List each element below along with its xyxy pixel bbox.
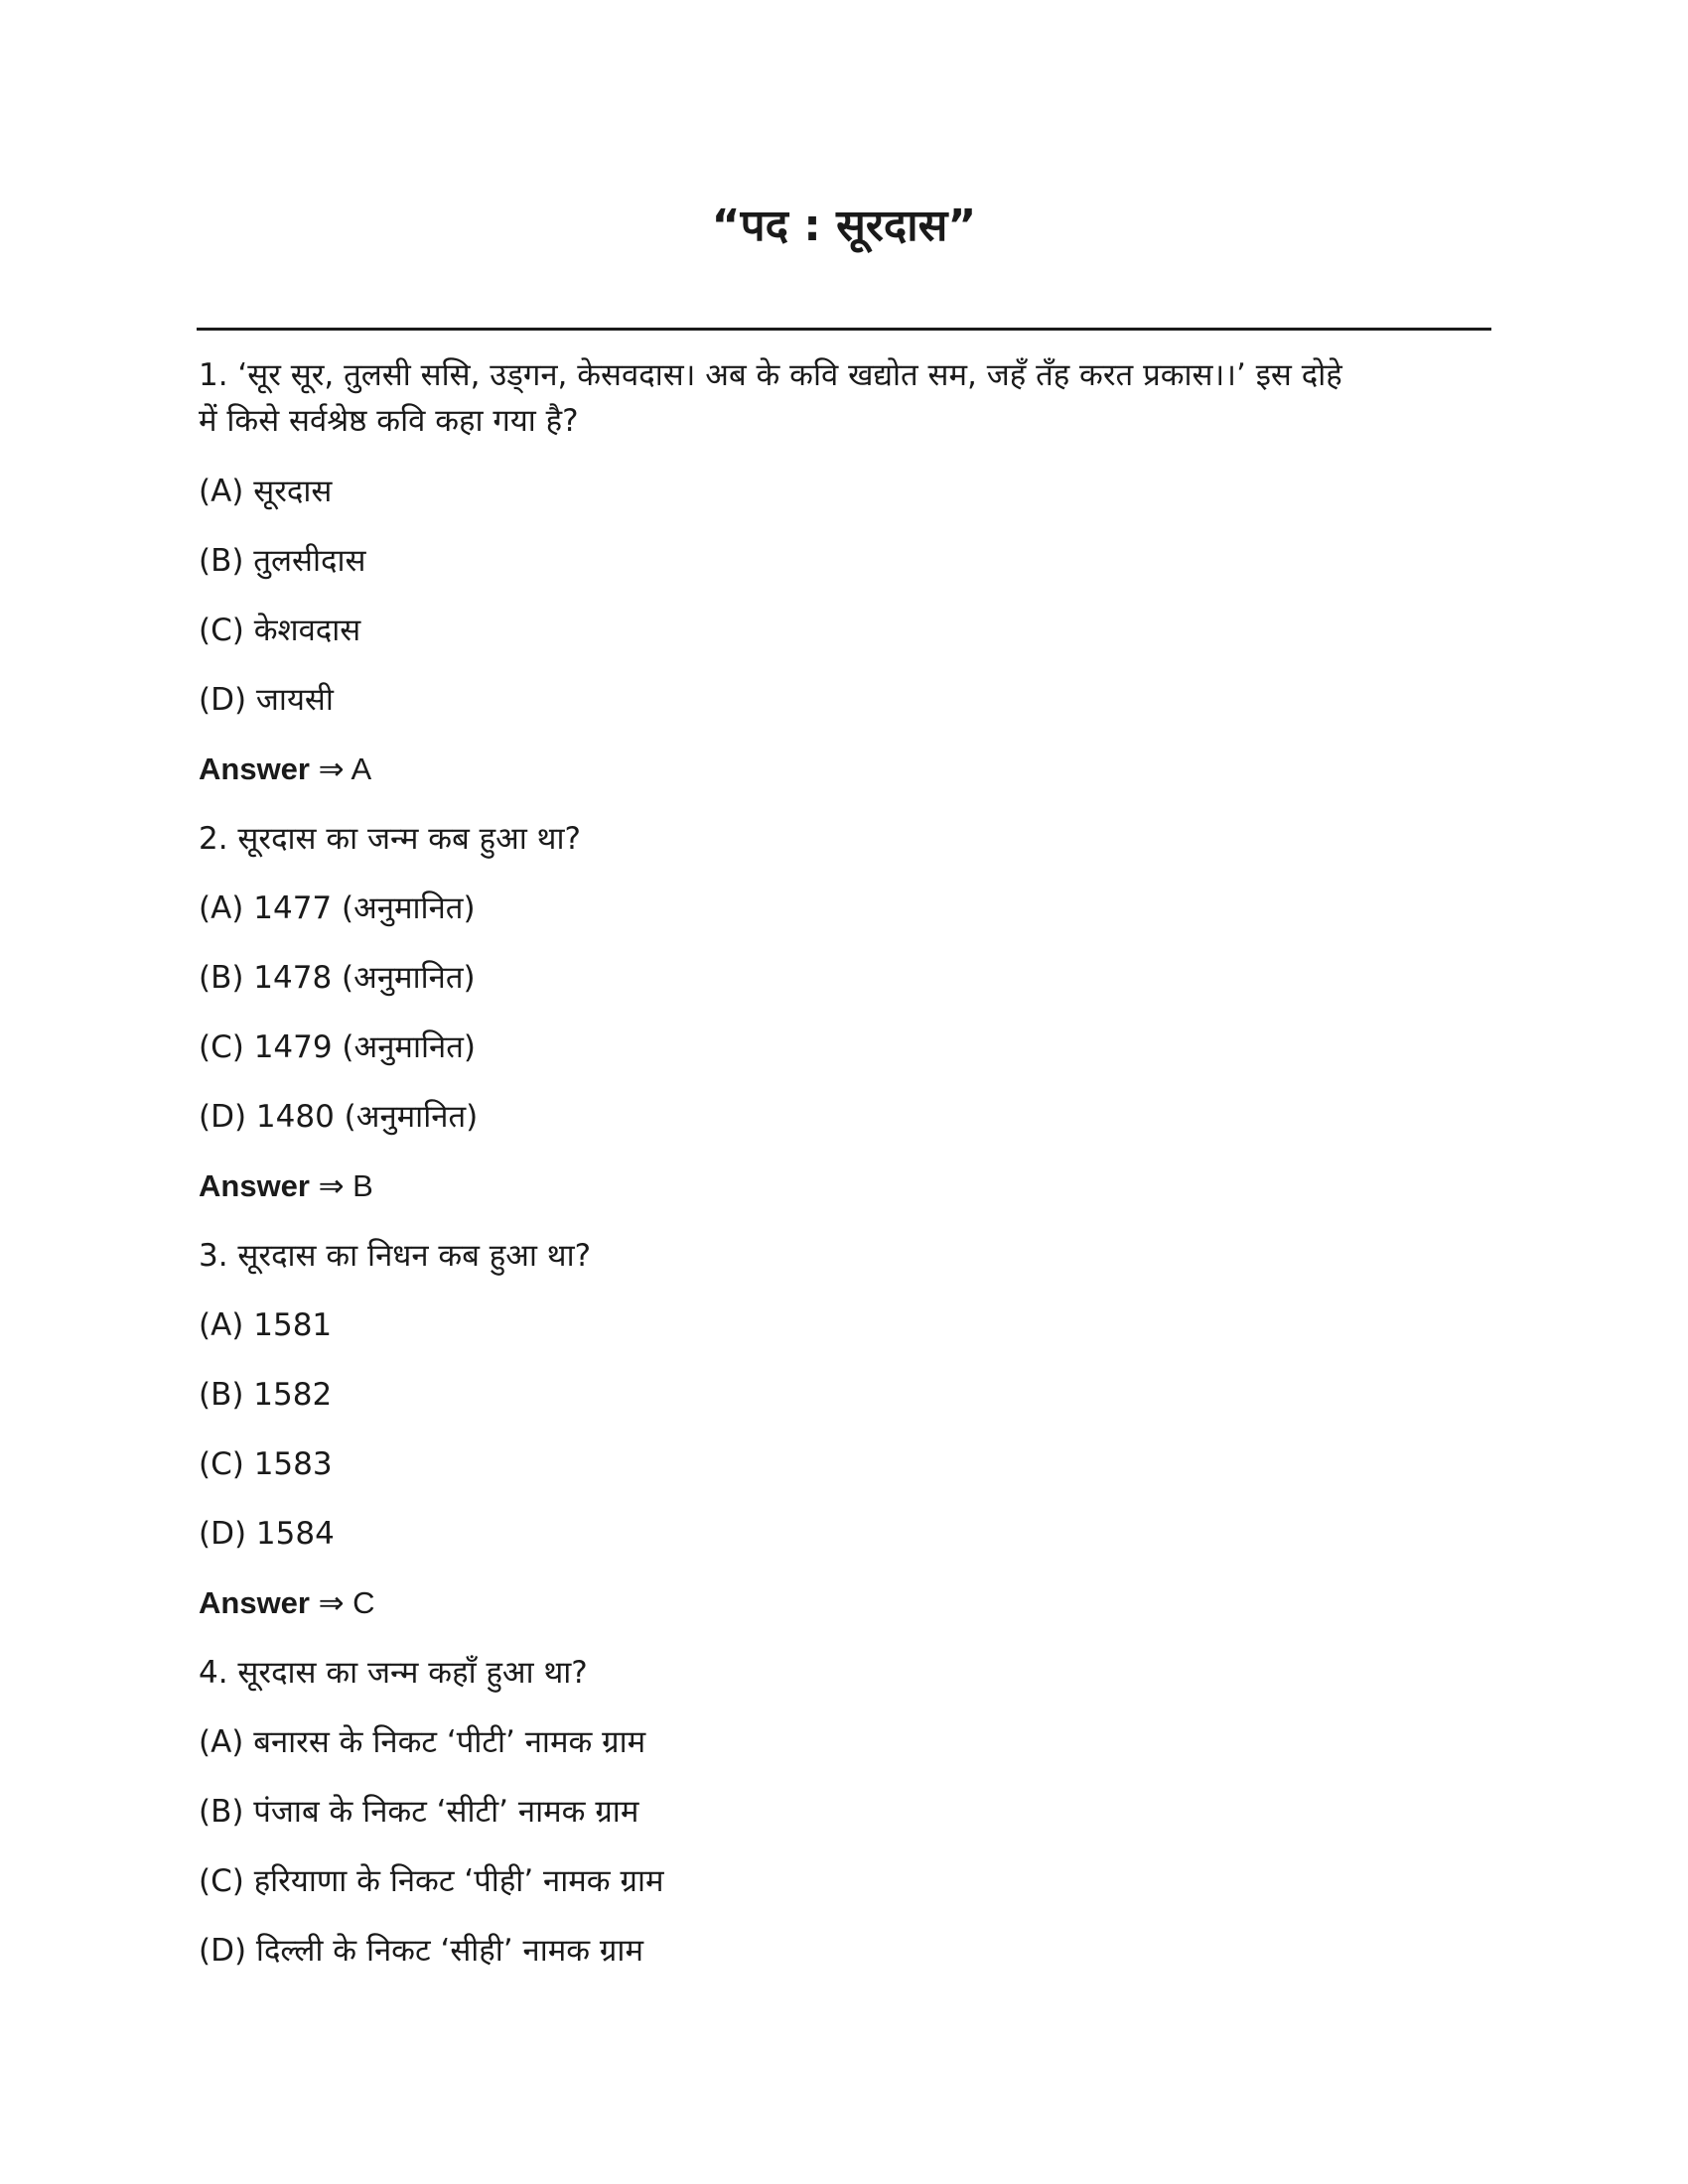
question-4-option-b: (B) पंजाब के निकट ‘सीटी’ नामक ग्राम [199,1794,639,1830]
question-1-answer [199,748,371,791]
question-1-option-a: (A) सूरदास [199,474,333,509]
question-4-option-a: (A) बनारस के निकट ‘पीटी’ नामक ग्राम [199,1724,646,1760]
question-3-option-a: (A) 1581 [199,1307,333,1343]
page-title: “पद : सूरदास” [711,201,977,251]
answer-label: Answer [199,1585,310,1620]
question-3-option-d: (D) 1584 [199,1516,335,1552]
question-3-text: 3. सूरदास का निधन कब हुआ था? [199,1238,592,1274]
question-1-option-b: (B) तुलसीदास [199,543,366,579]
question-2-text: 2. सूरदास का जन्म कब हुआ था? [199,821,581,857]
question-2-answer [199,1164,373,1208]
answer-value: ⇒ C [309,1585,375,1620]
question-1-text-line2: में किसे सर्वश्रेष्ठ कवि कहा गया है? [199,403,579,439]
question-2-option-a: (A) 1477 (अनुमानित) [199,890,476,926]
question-2-option-b: (B) 1478 (अनुमानित) [199,960,476,996]
question-4-text: 4. सूरदास का जन्म कहाँ हुआ था? [199,1655,588,1691]
question-2-option-c: (C) 1479 (अनुमानित) [199,1029,476,1065]
question-3-option-c: (C) 1583 [199,1446,333,1482]
question-2-option-d: (D) 1480 (अनुमानित) [199,1099,479,1135]
answer-value: ⇒ A [309,751,372,786]
title-divider [197,328,1491,331]
question-3-option-b: (B) 1582 [199,1377,333,1413]
answer-value: ⇒ B [309,1168,373,1203]
question-1-option-c: (C) केशवदास [199,613,361,648]
answer-label: Answer [199,1168,310,1203]
question-1-text-line1: 1. ‘सूर सूर, तुलसी ससि, उड्गन, केसवदास। अब के कवि खद्योत सम, जहँ तँह करत प्रकास।।’ इस दोहे [199,357,1342,393]
answer-label: Answer [199,751,310,786]
question-1-option-d: (D) जायसी [199,682,334,718]
question-3-answer [199,1581,375,1625]
question-4-option-c: (C) हरियाणा के निकट ‘पीही’ नामक ग्राम [199,1863,664,1899]
question-4-option-d: (D) दिल्ली के निकट ‘सीही’ नामक ग्राम [199,1933,643,1969]
